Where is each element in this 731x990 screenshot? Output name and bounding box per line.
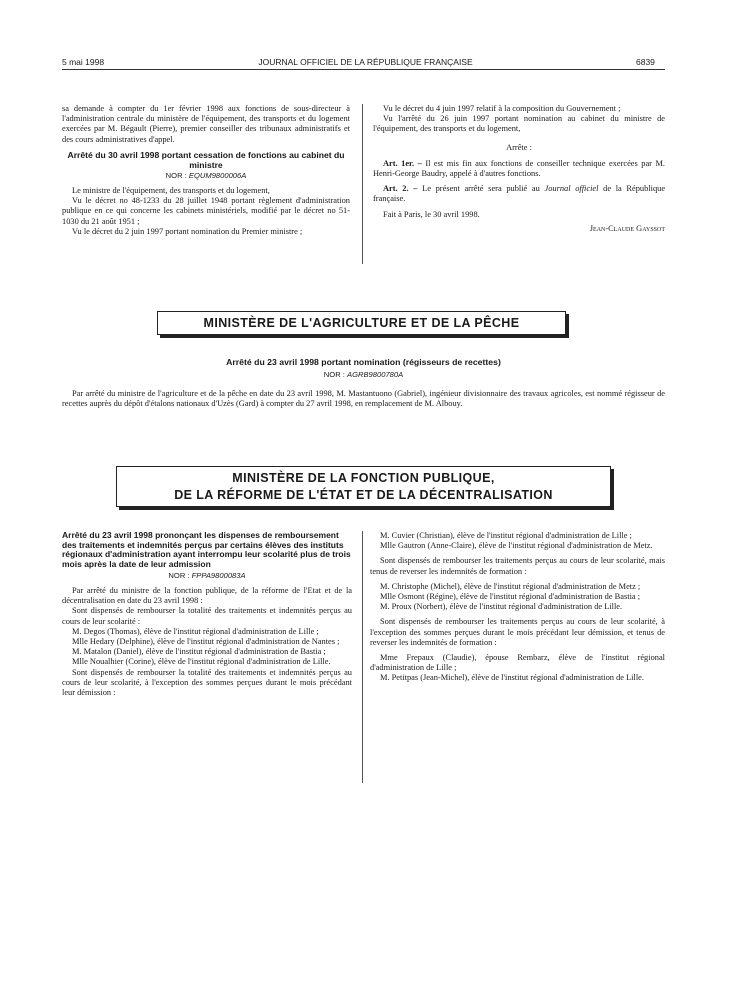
paragraph: M. Petitpas (Jean-Michel), élève de l'institut régional d'administration de Lille. [380, 673, 644, 683]
ministry-title-line-1: MINISTÈRE DE LA FONCTION PUBLIQUE, [232, 471, 495, 485]
fait-a-paris: Fait à Paris, le 30 avril 1998. [383, 209, 480, 219]
column-divider [362, 104, 363, 264]
ministry-agriculture-banner: MINISTÈRE DE L'AGRICULTURE ET DE LA PÊCHE [157, 311, 566, 335]
nor-reference: NOR : FPPA9800083A [168, 570, 246, 580]
paragraph: Par arrêté du ministre de la fonction publique, de la réforme de l'Etat et de la décentralisation en date du 23 avril 1998 : [62, 586, 352, 606]
arrete-title-dispenses: Arrêté du 23 avril 1998 prononçant les dispenses de remboursement des traitements et indemnités perçus par certains élèves des instituts régionaux d'administration ayant interrompu leur scolarité plus de trois mois après la date de leur admission [62, 530, 351, 570]
arrete-title-cabinet: Arrêté du 30 avril 1998 portant cessation de fonctions au cabinet du ministre [67, 149, 345, 170]
top-left-column [62, 104, 350, 237]
header-page-number: 6839 [636, 57, 655, 67]
paragraph: Mlle Gautron (Anne-Claire), élève de l'institut régional d'administration de Metz. [380, 541, 653, 551]
ministry-title-line-2: DE LA RÉFORME DE L'ÉTAT ET DE LA DÉCENTRALISATION [174, 488, 553, 502]
ministry-fonction-publique-banner [116, 466, 611, 507]
arrete-title-regisseurs: Arrêté du 23 avril 1998 portant nomination (régisseurs de recettes) [226, 357, 501, 367]
continued-paragraph: sa demande à compter du 1er février 1998 aux fonctions de sous-directeur à l'administration centrale du ministère de l'équipement, des transports et du logement exercées par M. Bégault (Pierre), premier conseiller des tribunaux administratifs et des cours administratives d'appel. [62, 104, 350, 144]
paragraph: Mlle Hedary (Delphine), élève de l'institut régional d'administration de Nantes ; [72, 637, 340, 647]
paragraph: Sont dispensés de rembourser les traitements perçus au cours de leur scolarité, à l'exception des sommes perçues durant le mois précédant leur démission, et tenus de reverser les indemnités de formation : [370, 617, 665, 647]
paragraph: Le ministre de l'équipement, des transports et du logement, [72, 186, 270, 196]
signature: Jean-Claude Gayssot [589, 223, 665, 233]
header-date: 5 mai 1998 [62, 57, 105, 67]
paragraph: M. Proux (Norbert), élève de l'institut régional d'administration de Lille. [380, 602, 623, 612]
paragraph: M. Degos (Thomas), élève de l'institut régional d'administration de Lille ; [72, 626, 319, 636]
paragraph: Vu l'arrêté du 26 juin 1997 portant nomination au cabinet du ministre de l'équipement, des transports et du logement, [373, 114, 665, 134]
paragraph: Sont dispensés de rembourser les traitements perçus au cours de leur scolarité, mais tenus de reverser les indemnités de formation : [370, 556, 665, 576]
paragraph: Mlle Noualhier (Corine), élève de l'institut régional d'administration de Lille. [72, 657, 331, 667]
paragraph: Vu le décret no 48-1233 du 28 juillet 1948 portant règlement d'administration publique en ce qui concerne les cabinets ministériels, modifié par le décret no 51-1030 du 21 août 1951 ; [62, 196, 350, 226]
bottom-left-column [62, 531, 352, 698]
paragraph: M. Cuvier (Christian), élève de l'institut régional d'administration de Lille ; [380, 531, 632, 540]
header-journal-title: JOURNAL OFFICIEL DE LA RÉPUBLIQUE FRANÇAISE [258, 57, 473, 67]
header-rule [62, 69, 665, 70]
paragraph: Vu le décret du 4 juin 1997 relatif à la composition du Gouvernement ; [383, 104, 621, 113]
column-divider [362, 531, 363, 783]
nor-reference: NOR : EQUM9800006A [165, 170, 247, 180]
paragraph: Mme Frepaux (Claudie), épouse Rembarz, élève de l'institut régional d'administration de Lille ; [370, 653, 665, 673]
article-2: Art. 2. – Le présent arrêté sera publié au Journal officiel de la République française. [373, 184, 666, 204]
paragraph: Mlle Osmont (Régine), élève de l'institut régional d'administration de Bastia ; [380, 592, 641, 602]
paragraph: Sont dispensés de rembourser la totalité des traitements et indemnités perçus au cours de leur scolarité : [62, 606, 352, 626]
arrete-word: Arrête : [506, 142, 532, 152]
paragraph: Sont dispensés de rembourser la totalité des traitements et indemnités perçus au cours de leur scolarité, à l'exception des sommes perçues durant le mois précédant leur démission : [62, 667, 352, 698]
bottom-right-column [370, 531, 665, 684]
article-1: Art. 1er. – Il est mis fin aux fonctions de conseiller technique exercées par M. Henri-George Baudry, appelé à d'autres fonctions. [373, 158, 666, 179]
paragraph: Vu le décret du 2 juin 1997 portant nomination du Premier ministre ; [72, 226, 303, 236]
paragraph: M. Matalon (Daniel), élève de l'institut régional d'administration de Bastia ; [72, 647, 326, 657]
paragraph: Par arrêté du ministre de l'agriculture et de la pêche en date du 23 avril 1998, M. Mastantuono (Gabriel), ingénieur divisionnaire des travaux agricoles, est nommé régisseur de recettes auprès du dépôt d'étalons nationaux d'Uzès (Gard) à compter du 27 avril 1998, en remplacement de M. Albouy. [62, 389, 665, 409]
paragraph: M. Christophe (Michel), élève de l'institut régional d'administration de Metz ; [380, 581, 641, 591]
nor-reference: NOR : AGRB9800780A [323, 370, 404, 379]
top-right-column [373, 104, 665, 234]
